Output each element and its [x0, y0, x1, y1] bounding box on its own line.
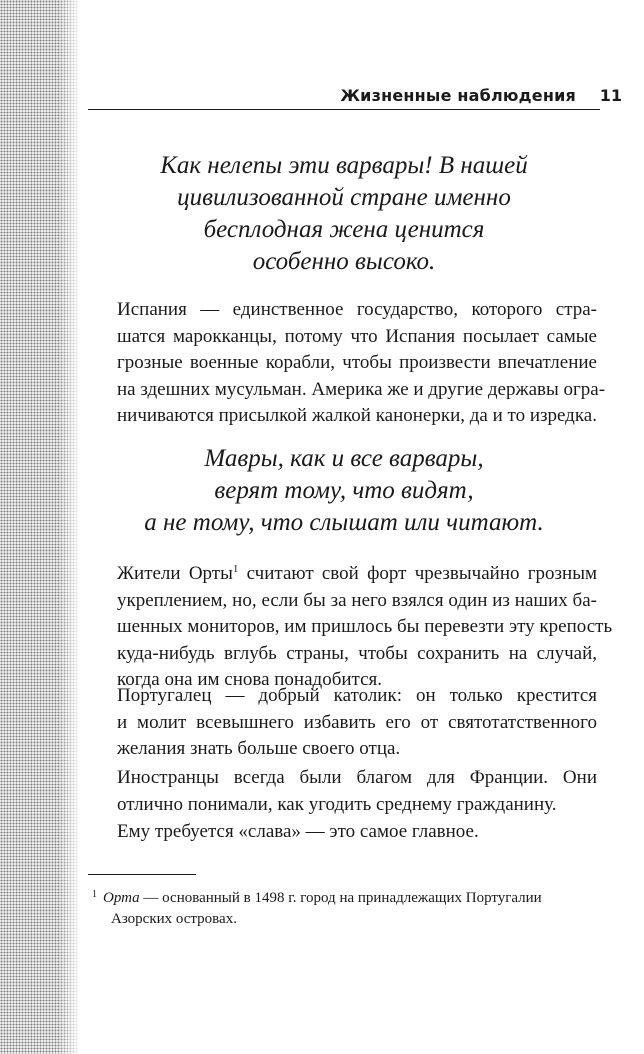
epigram-line: бесплодная жена ценится	[203, 216, 485, 243]
text-line: шатся марокканцы, потому что Испания посылает самые	[117, 325, 597, 347]
epigram-line: Как нелепы эти варвары! В нашей	[160, 152, 528, 179]
text-line: Ему требуется «слава» — это самое главное.	[117, 821, 479, 842]
text-line: когда она им снова понадобится.	[117, 669, 382, 690]
footnote-reference[interactable]: 1	[232, 563, 239, 575]
footnote	[88, 888, 600, 930]
paragraph-horta	[117, 561, 613, 694]
text-fragment: считают свой форт чрезвычайно грозным	[238, 563, 597, 584]
text-line: Португалец — добрый католик: он только крестится	[117, 685, 597, 706]
text-line: ничиваются присылкой жалкой канонерки, да и то изредка.	[117, 405, 597, 426]
text-line: грозные военные корабли, чтобы произвести впечатление	[117, 352, 597, 373]
text-line: куда-нибудь вглубь страны, чтобы сохранить на случай,	[117, 642, 597, 664]
text-line: и молит всевышнего избавить его от святотатственного	[117, 711, 597, 733]
paragraph-portuguese	[117, 683, 597, 763]
epigram-line: Мавры, как и все варвары,	[204, 445, 484, 472]
epigram-line: верят тому, что видят,	[214, 477, 474, 504]
text-line: желания знать больше своего отца.	[117, 738, 401, 759]
text-line: шенных мониторов, им пришлось бы перевезти эту крепость	[117, 616, 613, 637]
footnote-term: Орта	[103, 890, 140, 906]
text-line: Иностранцы всегда были благом для Франции. Они	[117, 767, 597, 788]
footnote-line: Азорских островах.	[111, 911, 237, 927]
page-edge-fade	[58, 0, 82, 1054]
text-line: отлично понимали, как угодить среднему гражданину.	[117, 793, 557, 815]
footnote-number: 1	[92, 889, 97, 900]
text-line: укреплением, но, если бы за него взялся один из наших ба-	[117, 589, 597, 611]
epigram-line: цивилизованной стране именно	[177, 184, 511, 211]
text-line: Испания — единственное государство, которого стра-	[117, 299, 597, 320]
footnote-text: — основанный в 1498 г. город на принадлежащих Португалии	[139, 890, 542, 906]
page-number: 11	[599, 86, 622, 105]
footnote-rule	[88, 874, 196, 875]
paragraph-glory	[117, 819, 597, 846]
epigram-line: особенно высоко.	[252, 248, 436, 275]
epigram-moors	[88, 443, 600, 539]
paragraph-spain	[117, 297, 606, 430]
text-line	[117, 561, 597, 588]
footnote-line	[88, 888, 600, 909]
epigram-barbarians	[88, 150, 600, 278]
epigram-line: а не тому, что слышат или читают.	[144, 509, 544, 536]
text-fragment: Жители Орты	[117, 563, 233, 584]
text-line: на здешних мусульман. Америка же и другие державы огра-	[117, 378, 606, 400]
header-rule	[88, 109, 600, 110]
paragraph-foreigners	[117, 765, 597, 818]
running-title: Жизненные наблюдения	[340, 86, 576, 105]
